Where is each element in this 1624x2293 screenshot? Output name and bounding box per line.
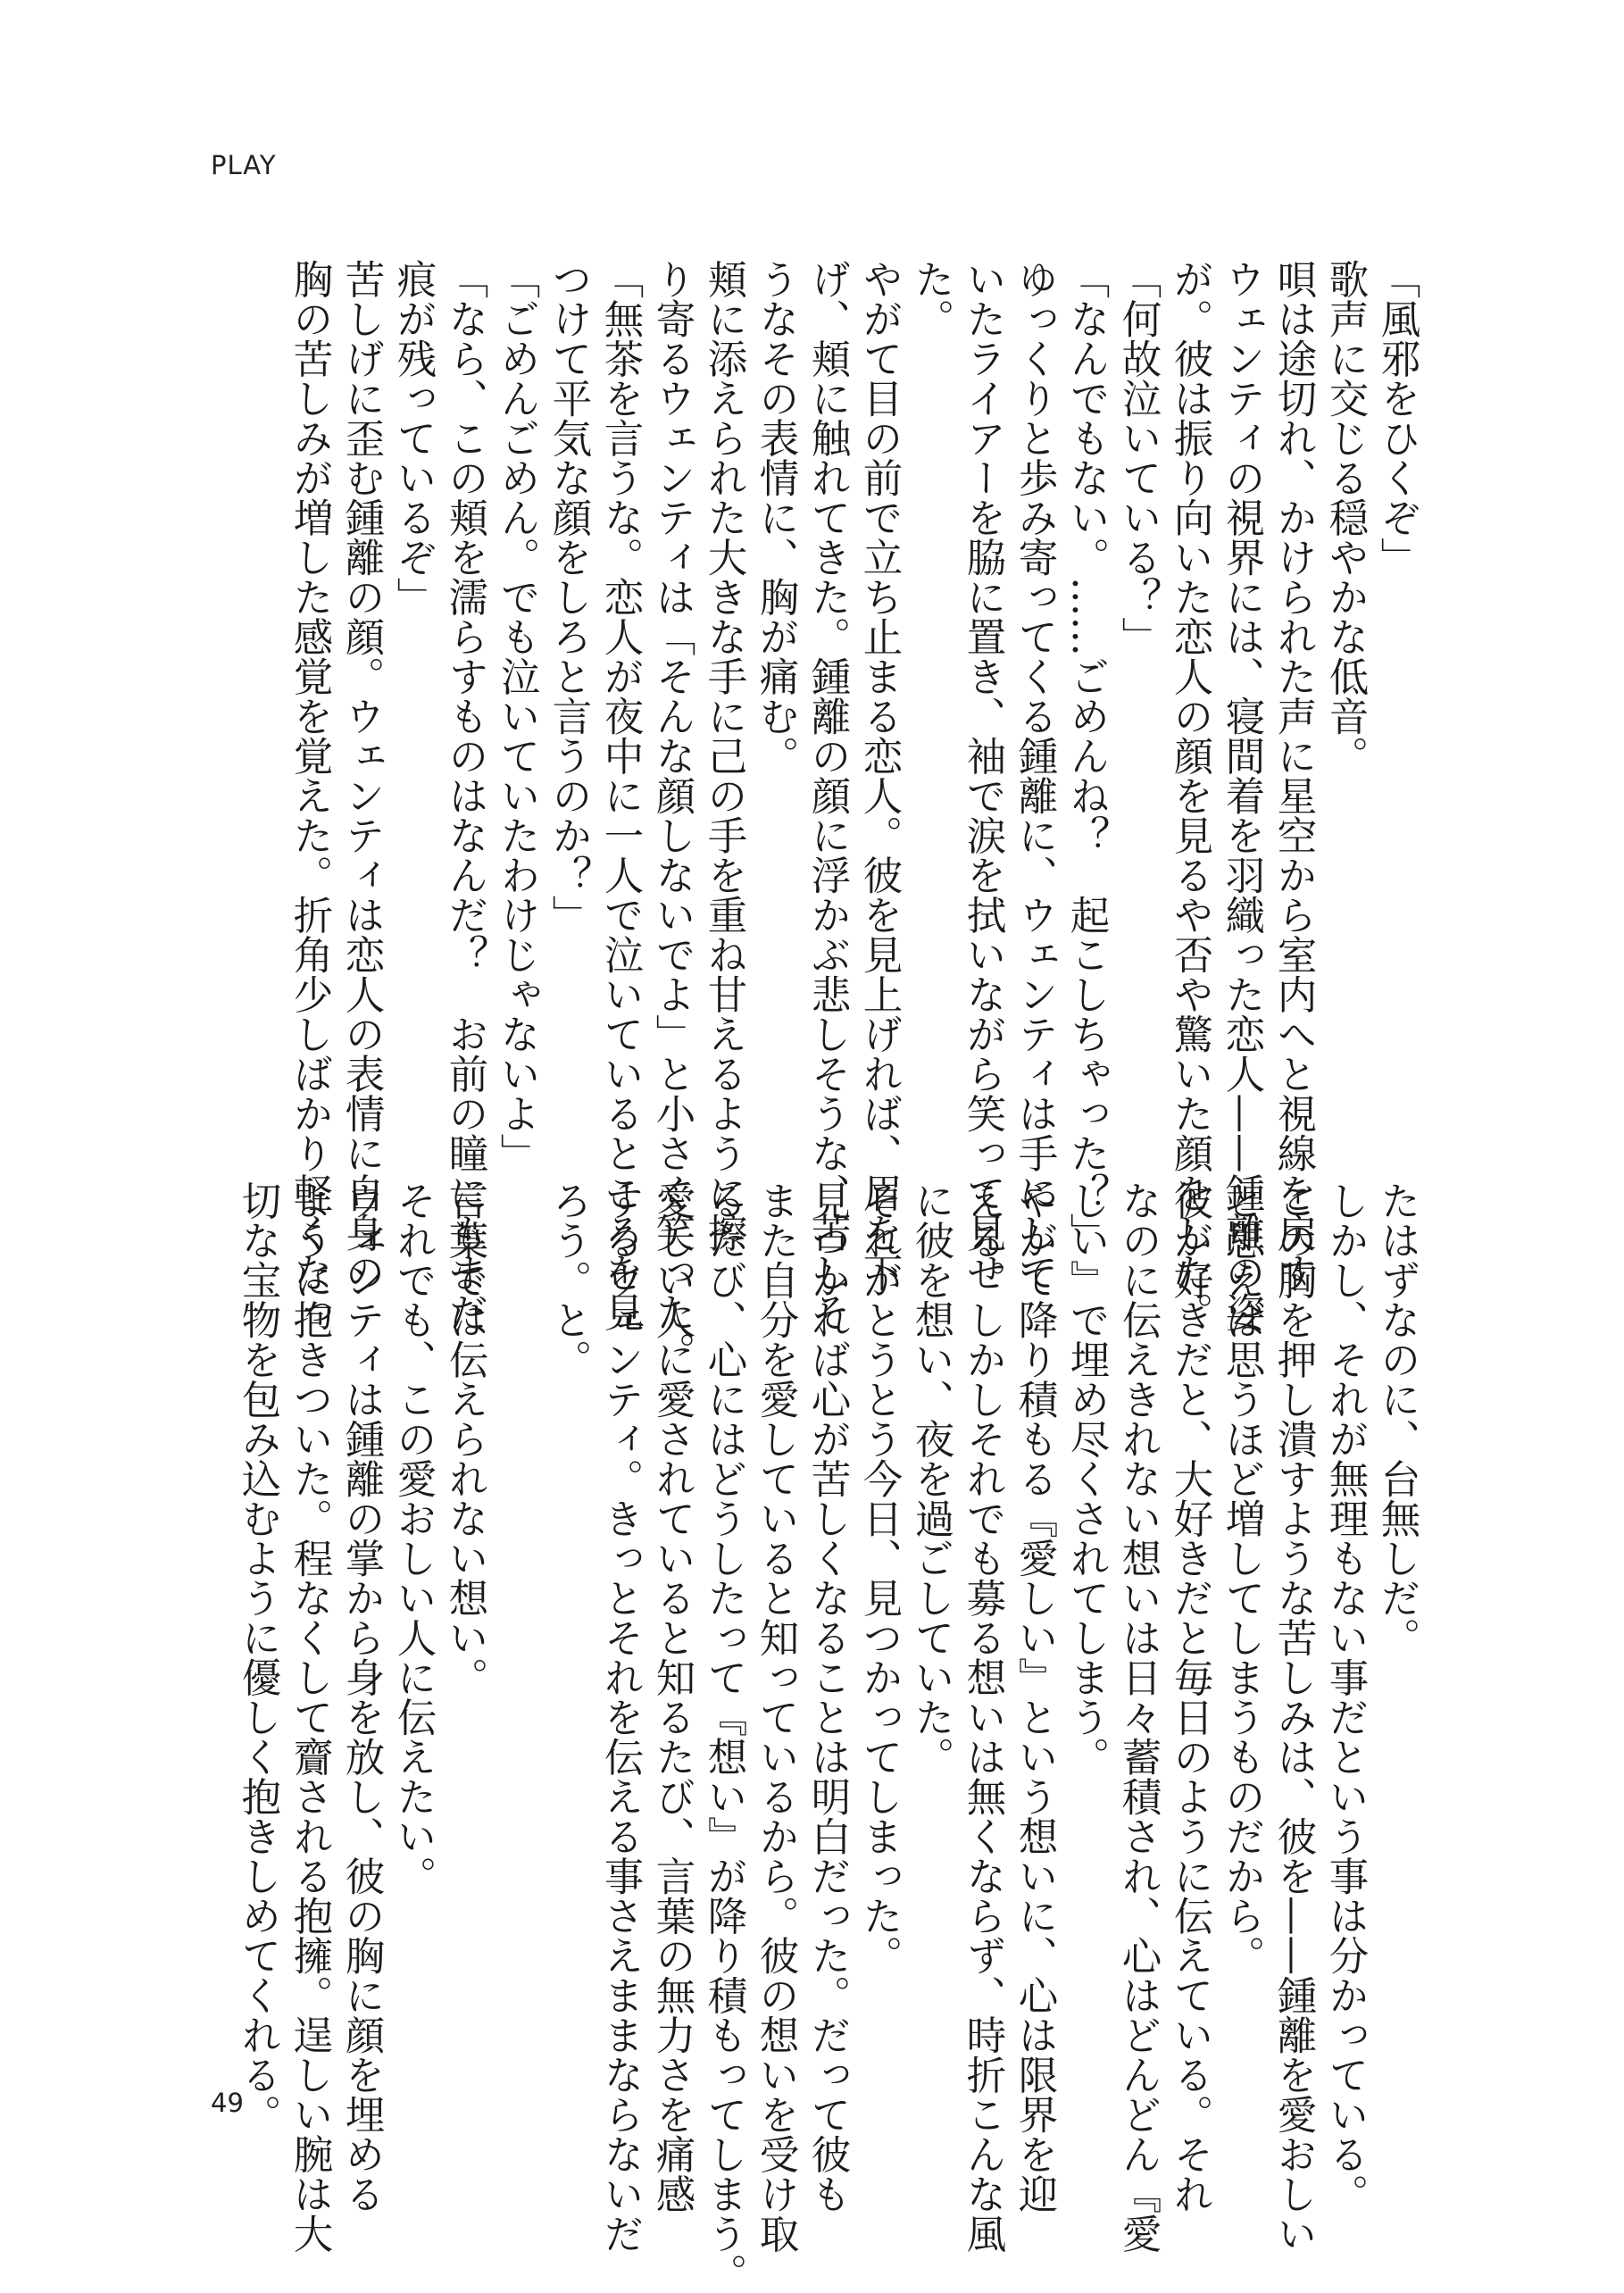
text-line: 彼が好きだと、大好きだと毎日のように伝えている。それ: [1167, 1180, 1212, 2214]
text-line: 歌声に交じる穏やかな低音。: [1322, 259, 1368, 776]
blank-line: [490, 1180, 542, 2073]
text-line: り寄るウェンティは「そんな顔しないでよ」と小さく笑った。: [649, 259, 695, 1372]
running-header: PLAY: [211, 150, 277, 180]
text-line: それがとうとう今日、見つかってしまった。: [856, 1180, 902, 1975]
text-line: 「風邪をひくぞ」: [1374, 259, 1420, 577]
text-line: しかし、それが無理もない事だという事は分かっている。: [1322, 1180, 1368, 2214]
text-line: 「なんでもない。……ごめんね？ 起こしちゃった？」: [1063, 259, 1109, 1253]
text-line: やがて目の前で立ち止まる恋人。彼を見上げれば、眉を下: [856, 259, 902, 1292]
text-line: げ、頬に触れてきた。鍾離の顔に浮かぶ悲しそうな、苦しそ: [804, 259, 850, 1332]
text-line: 「無茶を言うな。恋人が夜中に一人で泣いているところを見: [597, 259, 643, 1332]
text-line: が。彼は振り向いた恋人の顔を見るや否や驚いた顔をした。: [1167, 259, 1212, 1332]
text-line: しい』で埋め尽くされてしまう。: [1063, 1180, 1109, 1777]
text-line: つけて平気な顔をしろと言うのか？」: [545, 259, 591, 935]
text-line: ろう。と。: [545, 1180, 591, 1380]
text-line: 唄は途切れ、かけられた声に星空から室内へと視線を戻す: [1270, 259, 1316, 1292]
text-line: うなその表情に、胸が痛む。: [753, 259, 798, 776]
text-line: た。: [908, 259, 954, 338]
text-line: 「何故泣いている？」: [1115, 259, 1161, 656]
text-line: 「なら、この頬を濡らすものはなんだ？ お前の瞳にもまだ: [442, 259, 487, 1332]
text-line: やがて降り積もる『愛しい』という想いに、心は限界を迎: [1012, 1180, 1057, 2214]
text-line: と思えば思うほど増してしまうものだから。: [1219, 1180, 1264, 1975]
text-line: ゆっくりと歩み寄ってくる鍾離に、ウェンティは手にして: [1012, 259, 1057, 1292]
text-line: ように抱きついた。程なくして齎される抱擁。逞しい腕は大: [287, 1180, 332, 2254]
text-line: また自分を愛していると知っているから。彼の想いを受け取: [753, 1180, 798, 2254]
text-line: ウェンティの視界には、寝間着を羽織った恋人——鍾離の姿: [1219, 259, 1264, 1332]
text-line: 切な宝物を包み込むように優しく抱きしめてくれる。: [235, 1180, 280, 2134]
text-line: たはずなのに、台無しだ。: [1374, 1180, 1420, 1657]
text-line: この胸を押し潰すような苦しみは、彼を——鍾離を愛おしい: [1270, 1180, 1316, 2254]
text-line: それでも、この愛おしい人に伝えたい。: [390, 1180, 436, 1896]
text-line: 苦しげに歪む鍾離の顔。ウェンティは恋人の表情に自身の: [338, 259, 384, 1292]
text-line: 言葉では伝えられない想い。: [442, 1180, 487, 1697]
text-line: に彼を想い、夜を過ごしていた。: [908, 1180, 954, 1777]
text-line: るたび、心にはどうしたって『想い』が降り積もってしまう。: [701, 1180, 746, 2293]
text-line: 愛しい人に愛されていると知るたび、言葉の無力さを痛感: [649, 1180, 695, 2214]
text-line: 痕が残っているぞ」: [390, 259, 436, 617]
text-line: するウェンティ。きっとそれを伝える事さえままならないだ: [597, 1180, 643, 2254]
text-line: 「ごめんごめん。でも泣いていたわけじゃないよ」: [494, 259, 539, 1173]
text-line: いたライアーを脇に置き、袖で涙を拭いながら笑って見せ: [960, 259, 1005, 1292]
lower-text-block: [231, 1180, 1422, 2293]
text-line: 胸の苦しみが増した感覚を覚えた。折角少しばかり軽くなっ: [287, 259, 332, 1332]
text-line: える。しかしそれでも募る想いは無くならず、時折こんな風: [960, 1180, 1005, 2254]
page-number: 49: [211, 2088, 244, 2118]
text-line: 見つかれば心が苦しくなることは明白だった。だって彼も: [804, 1180, 850, 2214]
text-line: 頬に添えられた大きな手に己の手を重ね甘えるように擦: [701, 259, 746, 1253]
text-line: なのに伝えきれない想いは日々蓄積され、心はどんどん『愛: [1115, 1180, 1161, 2254]
text-line: ウェンティは鍾離の掌から身を放し、彼の胸に顔を埋める: [338, 1180, 384, 2214]
